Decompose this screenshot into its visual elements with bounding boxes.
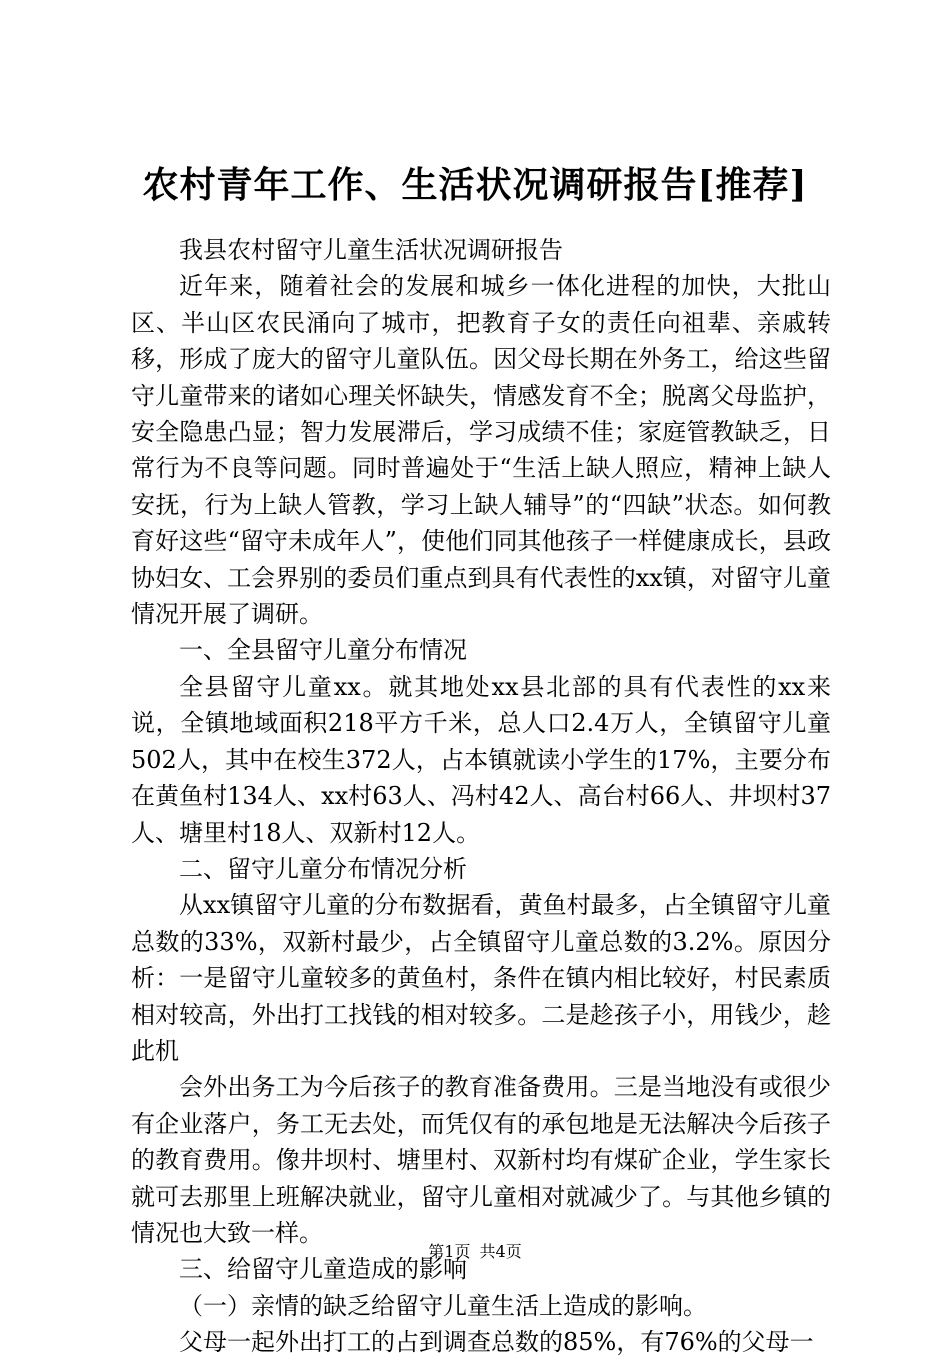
document-body bbox=[131, 232, 831, 1361]
body-paragraph: 会外出务工为今后孩子的教育准备费用。三是当地没有或很少有企业落户，务工无去处，而凭仅有的承包地是无法解决今后孩子的教育费用。像井坝村、塘里村、双新村均有煤矿企业，学生家长就可去那里上班解决就业，留守儿童相对就减少了。与其他乡镇的情况也大致一样。 bbox=[131, 1073, 831, 1247]
section-heading-1: 一、全县留守儿童分布情况 bbox=[179, 636, 467, 665]
subsection-heading: （一）亲情的缺乏给留守儿童生活上造成的影响。 bbox=[179, 1291, 707, 1320]
intro-paragraph: 近年来，随着社会的发展和城乡一体化进程的加快，大批山区、半山区农民涌向了城市，把教育子女的责任向祖辈、亲戚转移，形成了庞大的留守儿童队伍。因父母长期在外务工，给这些留守儿童带来的诸如心理关怀缺失，情感发育不全；脱离父母监护，安全隐患凸显；智力发展滞后，学习成绩不佳；家庭管教缺乏，日常行为不良等问题。同时普遍处于“生活上缺人照应，精神上缺人安抚，行为上缺人管教，学习上缺人辅导”的“四缺”状态。如何教育好这些“留守未成年人”，使他们同其他孩子一样健康成长，县政协妇女、工会界别的委员们重点到具有代表性的xx镇，对留守儿童情况开展了调研。 bbox=[131, 272, 831, 629]
subtitle-paragraph: 我县农村留守儿童生活状况调研报告 bbox=[179, 236, 563, 264]
section-heading-3: 三、给留守儿童造成的影响 bbox=[179, 1255, 467, 1284]
body-paragraph: 从xx镇留守儿童的分布数据看，黄鱼村最多，占全镇留守儿童总数的33%，双新村最少，占全镇留守儿童总数的3.2%。原因分析：一是留守儿童较多的黄鱼村，条件在镇内相比较好，村民素质相对较高，外出打工找钱的相对较多。二是趁孩子小，用钱少，趁此机 bbox=[131, 891, 831, 1065]
page-number: 第1页 bbox=[428, 1242, 471, 1261]
body-paragraph: 全县留守儿童xx。就其地处xx县北部的具有代表性的xx来说，全镇地域面积218平方千米，总人口2.4万人，全镇留守儿童502人，其中在校生372人，占本镇就读小学生的17%，主要分布在黄鱼村134人、xx村63人、冯村42人、高台村66人、井坝村37人、塘里村18人、双新村12人。 bbox=[131, 672, 831, 847]
section-heading-2: 二、留守儿童分布情况分析 bbox=[179, 854, 467, 883]
page-footer bbox=[0, 1241, 950, 1263]
body-paragraph: 父母一起外出打工的占到调查总数的85%，有76%的父母一 bbox=[179, 1328, 814, 1357]
document-title: 农村青年工作、生活状况调研报告[推荐] bbox=[142, 164, 808, 206]
page-total: 共4页 bbox=[479, 1242, 522, 1261]
